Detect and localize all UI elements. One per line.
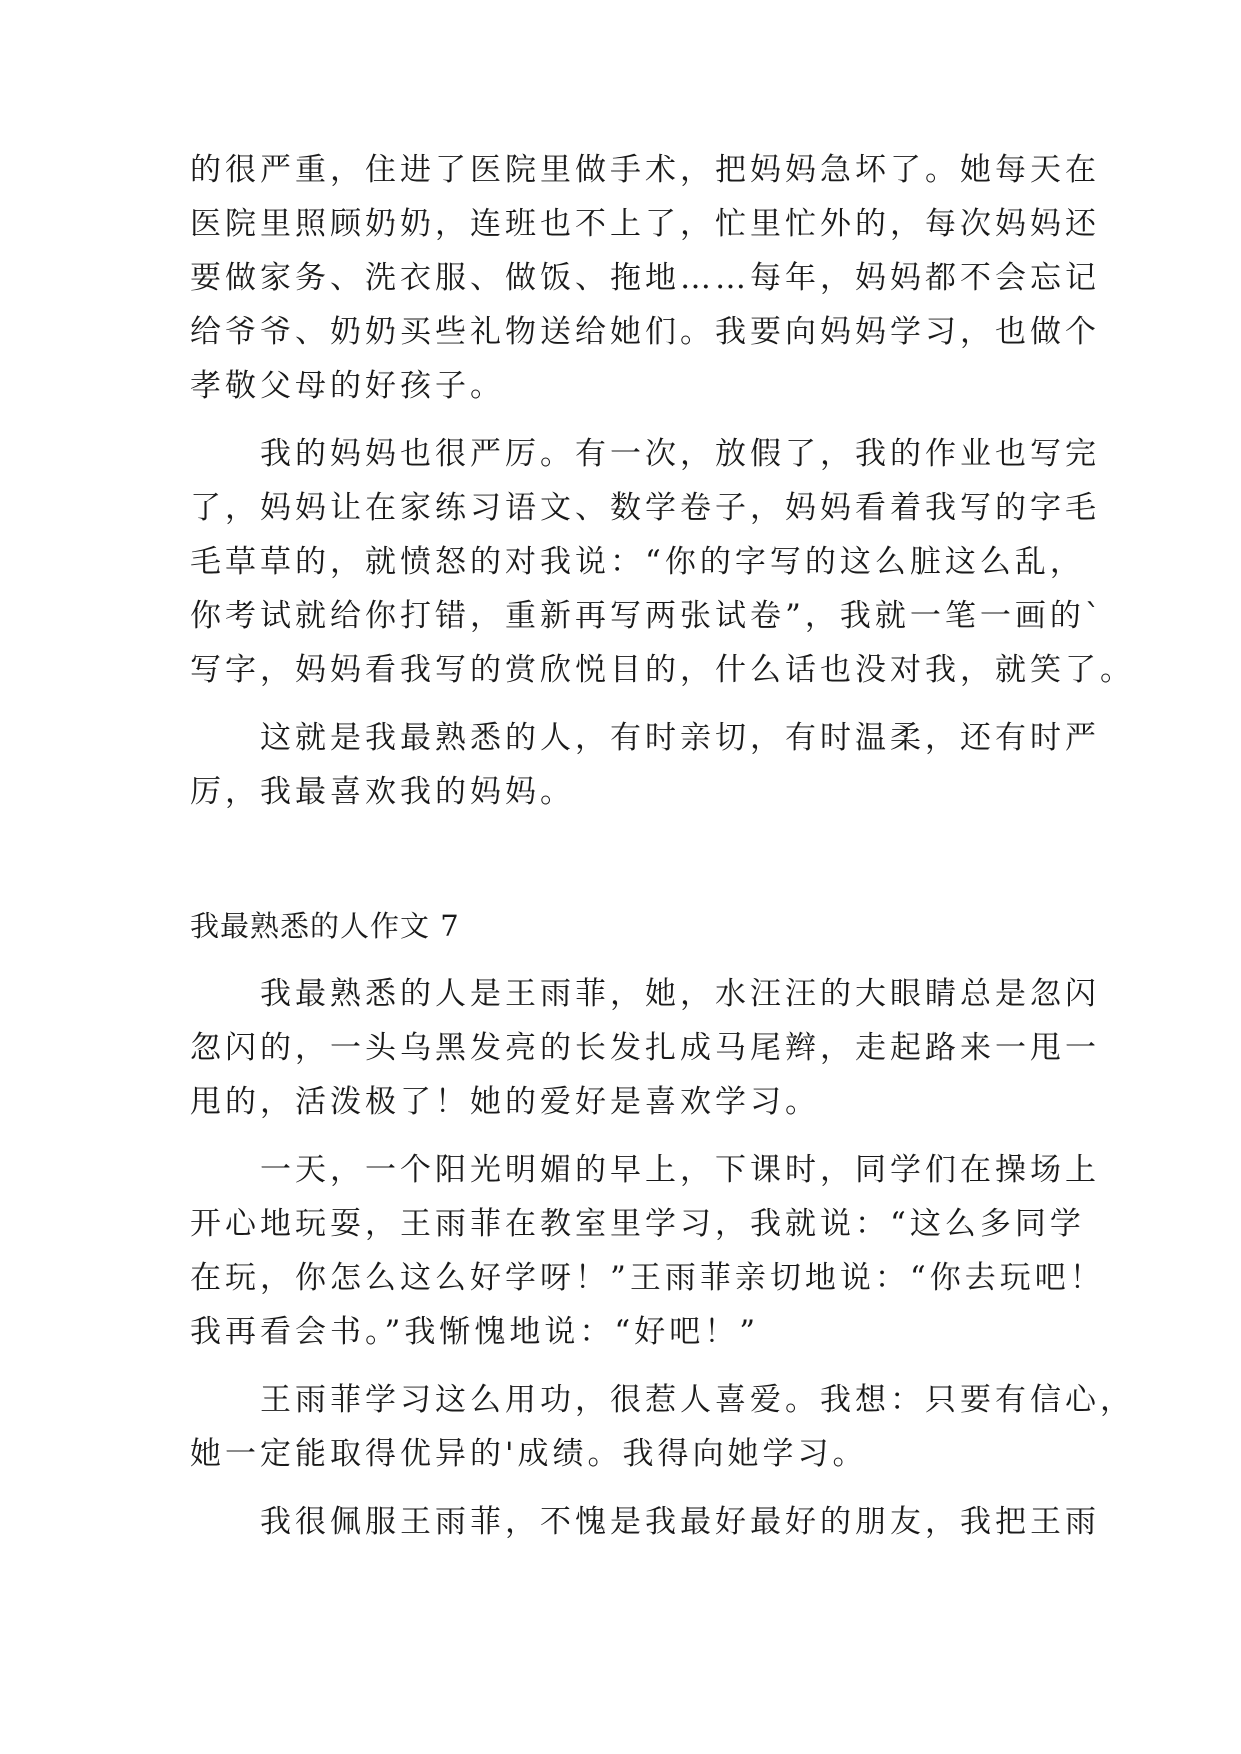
text-line: 孝敬父母的好孩子。 [190,368,505,404]
text-line: 了，妈妈让在家练习语文、数学卷子，妈妈看着我写的字毛 [190,490,1100,526]
text-line: 她一定能取得优异的'成绩。我得向她学习。 [190,1436,868,1472]
text-line: 这就是我最熟悉的人，有时亲切，有时温柔，还有时严 [190,720,1100,756]
text-line: 的很严重，住进了医院里做手术，把妈妈急坏了。她每天在 [190,152,1100,188]
text-line: 你考试就给你打错，重新再写两张试卷”，我就一笔一画的` [190,598,1105,634]
text-line: 医院里照顾奶奶，连班也不上了，忙里忙外的，每次妈妈还 [190,206,1100,242]
section-heading: 我最熟悉的人作文 7 [190,909,460,943]
text-line: 给爷爷、奶奶买些礼物送给她们。我要向妈妈学习，也做个 [190,314,1100,350]
text-line: 我的妈妈也很严厉。有一次，放假了，我的作业也写完 [190,436,1100,472]
text-line: 我最熟悉的人是王雨菲，她，水汪汪的大眼睛总是忽闪 [190,976,1100,1012]
text-line: 一天，一个阳光明媚的早上，下课时，同学们在操场上 [190,1152,1100,1188]
text-line: 毛草草的，就愤怒的对我说：“你的字写的这么脏这么乱， [190,544,1085,580]
text-line: 我很佩服王雨菲，不愧是我最好最好的朋友，我把王雨 [190,1504,1100,1540]
text-line: 写字，妈妈看我写的赏欣悦目的，什么话也没对我，就笑了。 [190,652,1135,688]
text-line: 忽闪的，一头乌黑发亮的长发扎成马尾辫，走起路来一甩一 [190,1030,1100,1066]
text-line: 要做家务、洗衣服、做饭、拖地……每年，妈妈都不会忘记 [190,260,1100,296]
text-line: 在玩，你怎么这么好学呀！”王雨菲亲切地说：“你去玩吧！ [190,1260,1105,1296]
text-line: 我再看会书。”我惭愧地说：“好吧！” [190,1314,760,1350]
text-line: 王雨菲学习这么用功，很惹人喜爱。我想：只要有信心， [190,1382,1135,1418]
text-line: 厉，我最喜欢我的妈妈。 [190,774,575,810]
text-line: 甩的，活泼极了！她的爱好是喜欢学习。 [190,1084,820,1120]
text-line: 开心地玩耍，王雨菲在教室里学习，我就说：“这么多同学 [190,1206,1085,1242]
